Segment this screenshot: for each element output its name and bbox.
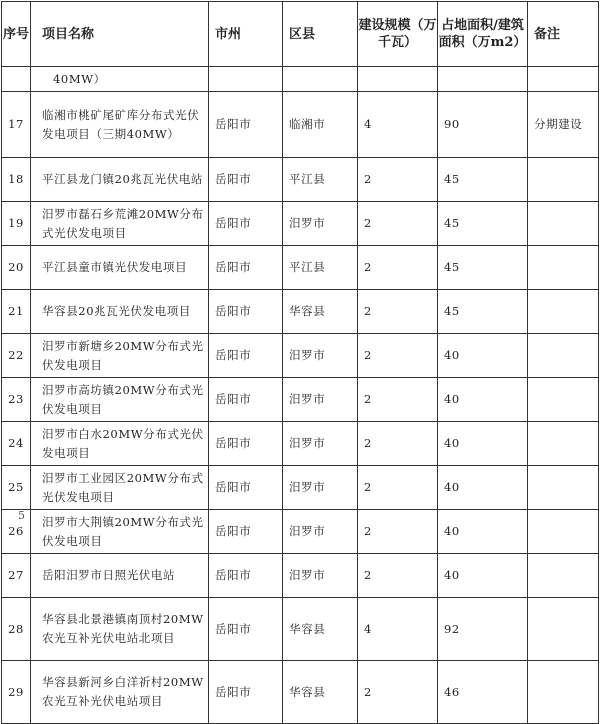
row-note [528,661,599,724]
row-note [528,554,599,598]
continuation-scale [358,67,438,92]
row-no: 27 [2,554,31,598]
header-city: 市州 [209,2,283,67]
row-city: 岳阳市 [209,510,283,554]
header-scale: 建设规模（万千瓦） [358,2,438,67]
row-city: 岳阳市 [209,334,283,378]
table-row [2,422,599,466]
row-note [528,202,599,246]
row-county: 汨罗市 [283,334,358,378]
row-note [528,378,599,422]
row-scale: 2 [358,422,438,466]
row-no: 24 [2,422,31,466]
row-name: 汨罗市白水20MW分布式光伏发电项目 [31,422,209,466]
row-area: 40 [438,466,528,510]
row-county: 汨罗市 [283,422,358,466]
row-scale: 2 [358,158,438,202]
row-name: 华容县北景港镇南顶村20MW农光互补光伏电站北项目 [31,598,209,661]
row-no: 25 [2,466,31,510]
row-note [528,158,599,202]
continuation-note [528,67,599,92]
project-table [1,1,599,724]
row-county: 汨罗市 [283,554,358,598]
row-county: 临湘市 [283,92,358,158]
row-city: 岳阳市 [209,246,283,290]
header-area: 占地面积/建筑面积（万m2） [438,2,528,67]
row-city: 岳阳市 [209,661,283,724]
row-area: 90 [438,92,528,158]
row-name: 汨罗市新塘乡20MW分布式光伏发电项目 [31,334,209,378]
row-name: 平江县童市镇光伏发电项目 [31,246,209,290]
row-scale: 2 [358,290,438,334]
row-no: 22 [2,334,31,378]
row-name: 平江县龙门镇20兆瓦光伏电站 [31,158,209,202]
table-row [2,92,599,158]
row-name: 临湘市桃矿尾矿库分布式光伏发电项目（三期40MW） [31,92,209,158]
row-note [528,334,599,378]
row-county: 汨罗市 [283,510,358,554]
row-note [528,598,599,661]
continuation-name: 40MW） [31,67,209,92]
row-scale: 2 [358,554,438,598]
table-row [2,554,599,598]
row-no: 26 [2,510,31,554]
row-note: 分期建设 [528,92,599,158]
row-no: 18 [2,158,31,202]
row-name: 华容县新河乡白洋祈村20MW农光互补光伏电站项目 [31,661,209,724]
table-row [2,466,599,510]
row-scale: 2 [358,246,438,290]
row-county: 平江县 [283,246,358,290]
continuation-area [438,67,528,92]
row-scale: 2 [358,510,438,554]
row-note [528,422,599,466]
row-city: 岳阳市 [209,158,283,202]
header-no: 序号 [2,2,31,67]
header-name: 项目名称 [31,2,209,67]
table-row [2,202,599,246]
row-area: 45 [438,290,528,334]
row-no: 17 [2,92,31,158]
row-no: 21 [2,290,31,334]
row-scale: 2 [358,378,438,422]
row-county: 平江县 [283,158,358,202]
table-row [2,598,599,661]
row-no: 19 [2,202,31,246]
header-row [2,2,599,67]
row-area: 45 [438,246,528,290]
row-name: 汨罗市工业园区20MW分布式光伏发电项目 [31,466,209,510]
row-area: 45 [438,202,528,246]
page-marker: 5 [18,509,25,522]
row-county: 华容县 [283,661,358,724]
row-name: 汨罗市大荆镇20MW分布式光伏发电项目 [31,510,209,554]
row-name: 汨罗市磊石乡荒滩20MW分布式光伏发电项目 [31,202,209,246]
row-note [528,466,599,510]
table-row [2,378,599,422]
row-county: 汨罗市 [283,202,358,246]
row-area: 40 [438,510,528,554]
continuation-city [209,67,283,92]
row-scale: 4 [358,92,438,158]
row-no: 29 [2,661,31,724]
row-county: 华容县 [283,290,358,334]
table-row [2,661,599,724]
row-city: 岳阳市 [209,290,283,334]
header-note: 备注 [528,2,599,67]
row-city: 岳阳市 [209,92,283,158]
row-area: 45 [438,158,528,202]
table-row [2,158,599,202]
row-area: 92 [438,598,528,661]
row-county: 华容县 [283,598,358,661]
row-scale: 2 [358,334,438,378]
row-name: 华容县20兆瓦光伏发电项目 [31,290,209,334]
row-city: 岳阳市 [209,202,283,246]
row-name: 汨罗市高坊镇20MW分布式光伏发电项目 [31,378,209,422]
row-city: 岳阳市 [209,378,283,422]
continuation-county [283,67,358,92]
row-city: 岳阳市 [209,598,283,661]
row-no: 23 [2,378,31,422]
row-city: 岳阳市 [209,466,283,510]
continuation-no [2,67,31,92]
row-area: 46 [438,661,528,724]
row-scale: 2 [358,661,438,724]
row-note [528,246,599,290]
row-scale: 4 [358,598,438,661]
row-area: 40 [438,554,528,598]
row-scale: 2 [358,466,438,510]
header-county: 区县 [283,2,358,67]
row-city: 岳阳市 [209,422,283,466]
continuation-row [2,67,599,92]
row-county: 汨罗市 [283,378,358,422]
row-scale: 2 [358,202,438,246]
row-name: 岳阳汨罗市日照光伏电站 [31,554,209,598]
row-county: 汨罗市 [283,466,358,510]
row-no: 20 [2,246,31,290]
row-area: 40 [438,334,528,378]
table-row [2,290,599,334]
table-row [2,510,599,554]
row-note [528,290,599,334]
table-row [2,246,599,290]
row-no: 28 [2,598,31,661]
table-row [2,334,599,378]
row-note [528,510,599,554]
row-area: 40 [438,422,528,466]
row-city: 岳阳市 [209,554,283,598]
row-area: 40 [438,378,528,422]
